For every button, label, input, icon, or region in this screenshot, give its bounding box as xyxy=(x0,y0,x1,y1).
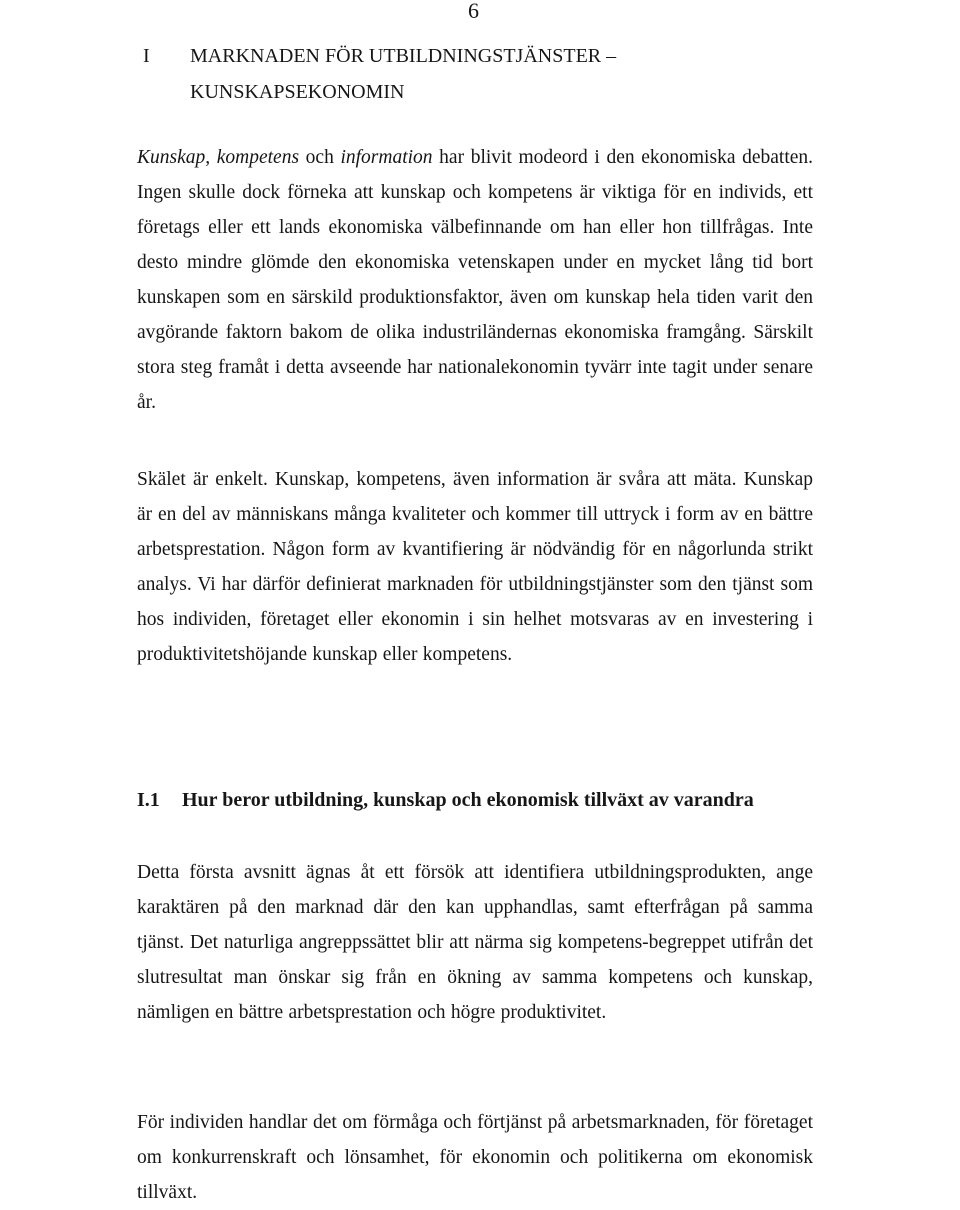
page-number: 6 xyxy=(468,0,479,23)
chapter-heading xyxy=(143,38,710,110)
paragraph-intro-rest: har blivit modeord i den ekonomiska debatten. Ingen skulle dock förneka att kunskap och kompetens är viktiga för en individs, ett företags eller ett lands ekonomiska välbefinnande om han eller hon tillfrågas. Inte desto mindre glömde den ekonomiska vetenskapen under en mycket lång tid bort kunskapen som en särskild produktionsfaktor, även om kunskap hela tiden varit den avgörande faktorn bakom de olika industriländernas ekonomiska framgång. Särskilt stora steg framåt i detta avseende har nationalekonomin tyvärr inte tagit under senare år. xyxy=(137,147,814,413)
section-number: I.1 xyxy=(137,789,160,811)
chapter-title: MARKNADEN FÖR UTBILDNINGSTJÄNSTER – KUNSKAPSEKONOMIN xyxy=(190,45,617,103)
paragraph-reason: Skälet är enkelt. Kunskap, kompetens, även information är svåra att mäta. Kunskap är en del av människans många kvaliteter och kommer till uttryck i form av en bättre arbetsprestation. Någon form av kvantifiering är nödvändig för en någorlunda strikt analys. Vi har därför definierat marknaden för utbildningstjänster som den tjänst som hos individen, företaget eller ekonomin i sin helhet motsvaras av en investering i produktivitetshöjande kunskap eller kompetens. xyxy=(137,469,813,665)
section-heading xyxy=(137,782,754,818)
paragraph-section-intro: Detta första avsnitt ägnas åt ett försök att identifiera utbildningsprodukten, ange karaktären på den marknad där den kan upphandlas, samt efterfrågan på samma tjänst. Det naturliga angreppssättet blir att närma sig kompetens-begreppet utifrån det slutresultat man önskar sig från en ökning av samma kompetens och kunskap, nämligen en bättre arbetsprestation och högre produktivitet. xyxy=(137,862,813,1023)
paragraph-intro-connector: och xyxy=(299,147,341,168)
paragraph-intro-term1: Kunskap, kompetens xyxy=(137,147,300,168)
paragraph-intro xyxy=(137,140,813,420)
paragraph-intro-term2: information xyxy=(340,147,433,168)
paragraph-individual: För individen handlar det om förmåga och förtjänst på arbetsmarknaden, för företaget om konkurrenskraft och lönsamhet, för ekonomin och politikerna om ekonomisk tillväxt. xyxy=(137,1112,813,1203)
chapter-number: I xyxy=(143,45,150,67)
section-title: Hur beror utbildning, kunskap och ekonomisk tillväxt av varandra xyxy=(182,789,754,811)
